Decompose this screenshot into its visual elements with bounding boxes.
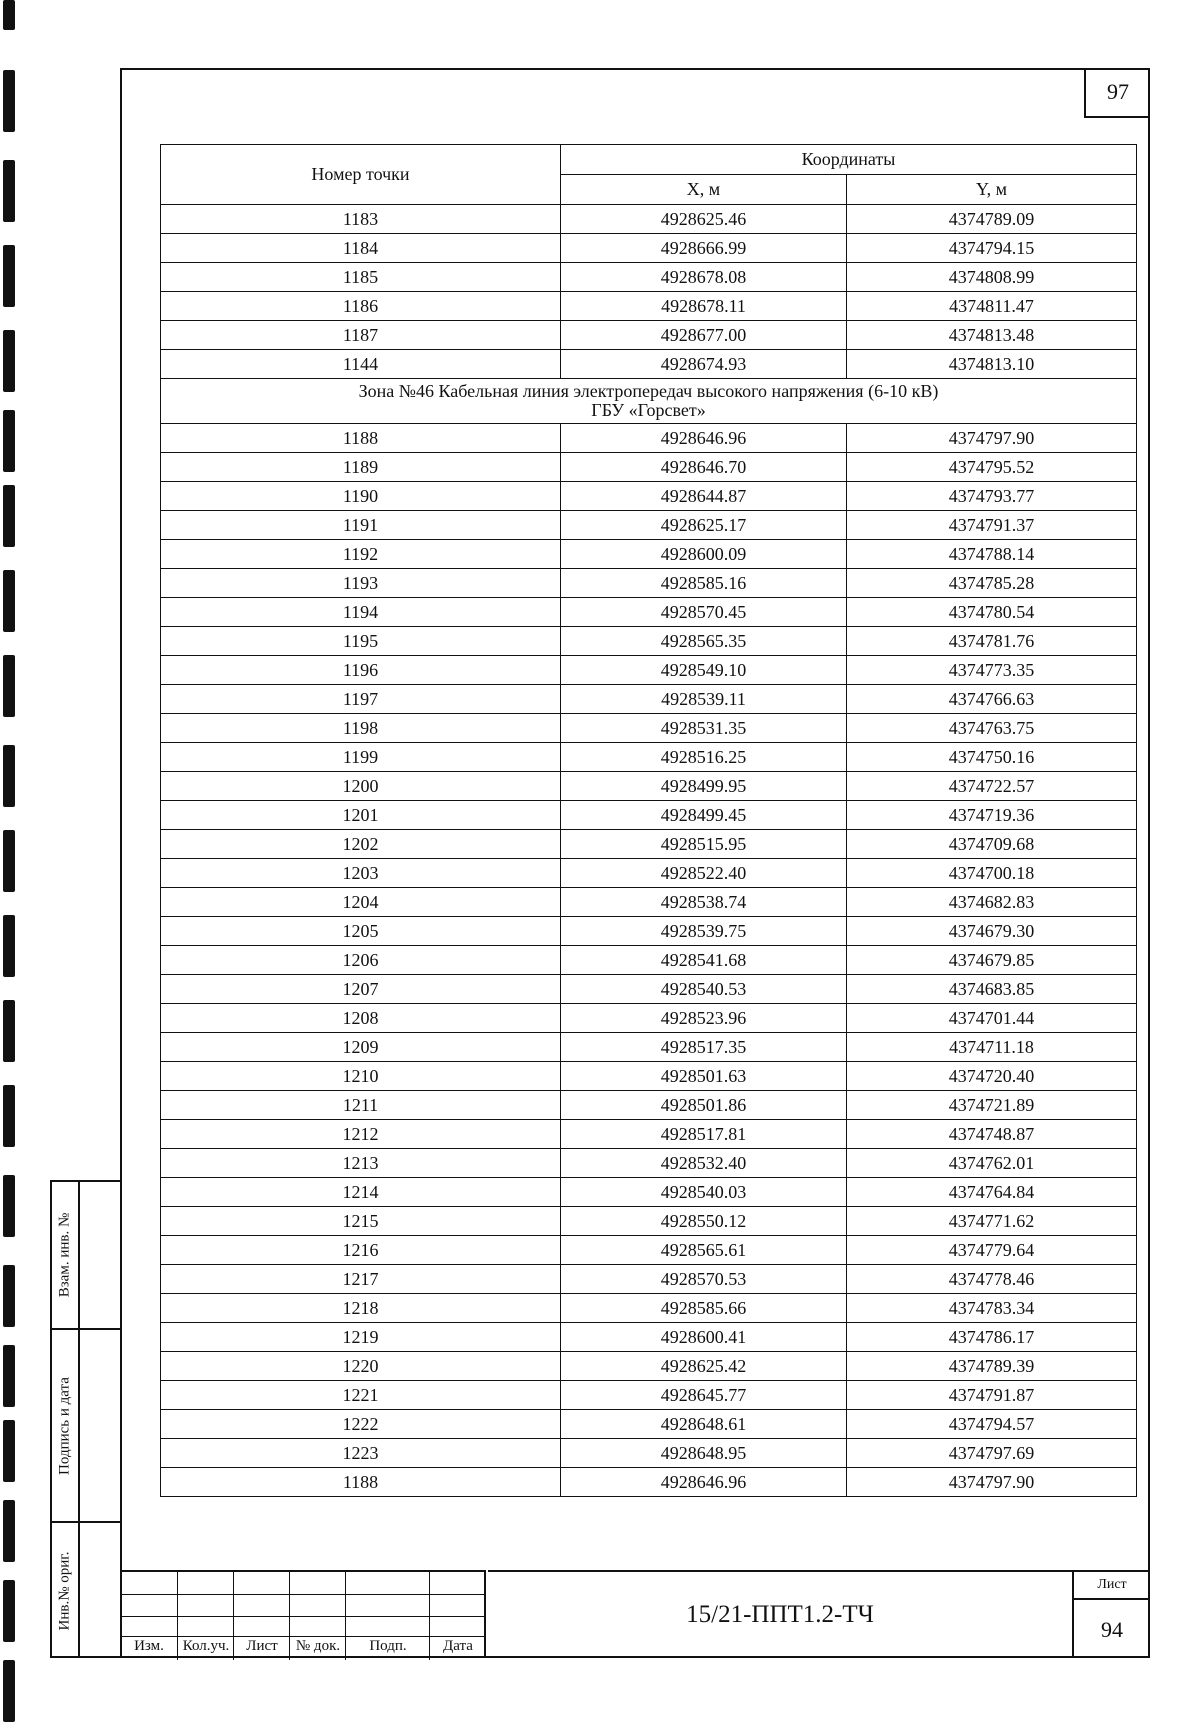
table-row xyxy=(161,321,1137,350)
cell-point: 1144 xyxy=(161,350,561,379)
binding-marks xyxy=(0,0,22,1711)
side-label-inv: Инв.№ ориг. xyxy=(56,1551,73,1630)
cell-point: 1214 xyxy=(161,1178,561,1207)
binding-mark xyxy=(3,655,15,717)
table-row xyxy=(161,1062,1137,1091)
cell-point: 1206 xyxy=(161,946,561,975)
stamp-podp: Подп. xyxy=(369,1638,407,1654)
binding-mark xyxy=(3,1085,15,1147)
cell-point: 1188 xyxy=(161,1468,561,1497)
cell-y: 4374783.34 xyxy=(847,1294,1137,1323)
table-row xyxy=(161,888,1137,917)
cell-point: 1217 xyxy=(161,1265,561,1294)
cell-y: 4374709.68 xyxy=(847,830,1137,859)
binding-mark xyxy=(3,1660,15,1722)
stamp-list: Лист xyxy=(246,1638,278,1654)
title-block-grid xyxy=(120,1570,486,1658)
cell-x: 4928565.35 xyxy=(561,627,847,656)
table-row xyxy=(161,1381,1137,1410)
zone-title xyxy=(161,379,1137,424)
cell-y: 4374700.18 xyxy=(847,859,1137,888)
cell-x: 4928499.95 xyxy=(561,772,847,801)
table-row xyxy=(161,1294,1137,1323)
table-row xyxy=(161,569,1137,598)
cell-point: 1219 xyxy=(161,1323,561,1352)
table-row xyxy=(161,975,1137,1004)
cell-y: 4374797.90 xyxy=(847,424,1137,453)
zone-title-line2: ГБУ «Горсвет» xyxy=(591,400,706,420)
cell-point: 1202 xyxy=(161,830,561,859)
cell-point: 1211 xyxy=(161,1091,561,1120)
cell-x: 4928646.70 xyxy=(561,453,847,482)
cell-point: 1201 xyxy=(161,801,561,830)
cell-x: 4928538.74 xyxy=(561,888,847,917)
table-row xyxy=(161,482,1137,511)
sheet-number: 94 xyxy=(1101,1617,1123,1642)
cell-y: 4374795.52 xyxy=(847,453,1137,482)
table-row xyxy=(161,656,1137,685)
cell-x: 4928549.10 xyxy=(561,656,847,685)
cell-x: 4928540.53 xyxy=(561,975,847,1004)
cell-y: 4374771.62 xyxy=(847,1207,1137,1236)
cell-x: 4928625.46 xyxy=(561,205,847,234)
cell-x: 4928501.86 xyxy=(561,1091,847,1120)
side-label-podpis: Подпись и дата xyxy=(56,1376,73,1475)
table-row xyxy=(161,263,1137,292)
cell-point: 1183 xyxy=(161,205,561,234)
cell-x: 4928517.35 xyxy=(561,1033,847,1062)
cell-x: 4928565.61 xyxy=(561,1236,847,1265)
binding-mark xyxy=(3,1265,15,1327)
table-row xyxy=(161,1004,1137,1033)
cell-point: 1216 xyxy=(161,1236,561,1265)
cell-y: 4374789.09 xyxy=(847,205,1137,234)
cell-y: 4374679.85 xyxy=(847,946,1137,975)
table-row xyxy=(161,1468,1137,1497)
binding-mark xyxy=(3,1000,15,1062)
cell-point: 1189 xyxy=(161,453,561,482)
cell-point: 1187 xyxy=(161,321,561,350)
cell-x: 4928625.17 xyxy=(561,511,847,540)
cell-point: 1213 xyxy=(161,1149,561,1178)
cell-point: 1193 xyxy=(161,569,561,598)
cell-x: 4928648.61 xyxy=(561,1410,847,1439)
binding-mark xyxy=(3,1345,15,1407)
table-row xyxy=(161,453,1137,482)
cell-y: 4374762.01 xyxy=(847,1149,1137,1178)
cell-x: 4928600.09 xyxy=(561,540,847,569)
cell-point: 1197 xyxy=(161,685,561,714)
binding-mark xyxy=(3,570,15,632)
table-row xyxy=(161,292,1137,321)
table-row xyxy=(161,1033,1137,1062)
table-row xyxy=(161,627,1137,656)
cell-y: 4374808.99 xyxy=(847,263,1137,292)
top-page-number: 97 xyxy=(1084,68,1150,118)
table-row xyxy=(161,685,1137,714)
cell-x: 4928677.00 xyxy=(561,321,847,350)
cell-x: 4928645.77 xyxy=(561,1381,847,1410)
side-stamp xyxy=(50,1180,120,1658)
table-row xyxy=(161,743,1137,772)
document-code: 15/21-ППТ1.2-ТЧ xyxy=(488,1570,1072,1658)
table-row xyxy=(161,830,1137,859)
side-cell-podpis xyxy=(52,1330,120,1523)
side-cell-inv xyxy=(52,1523,120,1658)
cell-point: 1196 xyxy=(161,656,561,685)
header-y: Y, м xyxy=(847,175,1137,205)
zone-title-line1: Зона №46 Кабельная линия электропередач высокого напряжения (6-10 кВ) xyxy=(358,381,939,401)
header-coordinates: Координаты xyxy=(561,145,1137,175)
cell-x: 4928644.87 xyxy=(561,482,847,511)
cell-x: 4928674.93 xyxy=(561,350,847,379)
table-body-a xyxy=(161,205,1137,379)
cell-x: 4928540.03 xyxy=(561,1178,847,1207)
cell-y: 4374750.16 xyxy=(847,743,1137,772)
table-row xyxy=(161,1410,1137,1439)
table-row xyxy=(161,859,1137,888)
sheet-box xyxy=(1072,1570,1150,1658)
cell-x: 4928625.42 xyxy=(561,1352,847,1381)
cell-point: 1222 xyxy=(161,1410,561,1439)
table-row xyxy=(161,772,1137,801)
cell-y: 4374788.14 xyxy=(847,540,1137,569)
cell-point: 1215 xyxy=(161,1207,561,1236)
table-row xyxy=(161,1178,1137,1207)
binding-mark xyxy=(3,1420,15,1482)
binding-mark xyxy=(3,830,15,892)
cell-y: 4374766.63 xyxy=(847,685,1137,714)
cell-point: 1223 xyxy=(161,1439,561,1468)
cell-point: 1212 xyxy=(161,1120,561,1149)
cell-y: 4374786.17 xyxy=(847,1323,1137,1352)
cell-y: 4374748.87 xyxy=(847,1120,1137,1149)
binding-mark xyxy=(3,1500,15,1562)
binding-mark xyxy=(3,245,15,307)
cell-x: 4928570.53 xyxy=(561,1265,847,1294)
table-row xyxy=(161,205,1137,234)
table-row xyxy=(161,1439,1137,1468)
cell-y: 4374722.57 xyxy=(847,772,1137,801)
table-row xyxy=(161,424,1137,453)
cell-point: 1205 xyxy=(161,917,561,946)
cell-y: 4374773.35 xyxy=(847,656,1137,685)
cell-x: 4928646.96 xyxy=(561,424,847,453)
table-row xyxy=(161,350,1137,379)
table-row xyxy=(161,1120,1137,1149)
cell-x: 4928501.63 xyxy=(561,1062,847,1091)
cell-x: 4928532.40 xyxy=(561,1149,847,1178)
cell-point: 1192 xyxy=(161,540,561,569)
binding-mark xyxy=(3,0,15,30)
binding-mark xyxy=(3,70,15,132)
table-row xyxy=(161,1236,1137,1265)
cell-x: 4928550.12 xyxy=(561,1207,847,1236)
cell-x: 4928666.99 xyxy=(561,234,847,263)
cell-point: 1186 xyxy=(161,292,561,321)
cell-y: 4374780.54 xyxy=(847,598,1137,627)
cell-point: 1218 xyxy=(161,1294,561,1323)
binding-mark xyxy=(3,915,15,977)
cell-point: 1204 xyxy=(161,888,561,917)
cell-y: 4374682.83 xyxy=(847,888,1137,917)
table-body-b xyxy=(161,424,1137,1497)
binding-mark xyxy=(3,485,15,547)
cell-y: 4374813.10 xyxy=(847,350,1137,379)
cell-y: 4374763.75 xyxy=(847,714,1137,743)
cell-point: 1220 xyxy=(161,1352,561,1381)
table-row xyxy=(161,1323,1137,1352)
cell-x: 4928541.68 xyxy=(561,946,847,975)
header-x: X, м xyxy=(561,175,847,205)
table-row xyxy=(161,598,1137,627)
cell-x: 4928585.66 xyxy=(561,1294,847,1323)
table-row xyxy=(161,1207,1137,1236)
table-row xyxy=(161,234,1137,263)
table-row xyxy=(161,1091,1137,1120)
binding-mark xyxy=(3,1580,15,1642)
cell-y: 4374721.89 xyxy=(847,1091,1137,1120)
cell-y: 4374720.40 xyxy=(847,1062,1137,1091)
cell-point: 1195 xyxy=(161,627,561,656)
cell-x: 4928517.81 xyxy=(561,1120,847,1149)
cell-x: 4928539.75 xyxy=(561,917,847,946)
cell-point: 1200 xyxy=(161,772,561,801)
binding-mark xyxy=(3,410,15,472)
stamp-ndok: № док. xyxy=(295,1638,341,1654)
cell-y: 4374813.48 xyxy=(847,321,1137,350)
cell-y: 4374683.85 xyxy=(847,975,1137,1004)
cell-point: 1208 xyxy=(161,1004,561,1033)
header-point-number: Номер точки xyxy=(161,145,561,205)
cell-x: 4928531.35 xyxy=(561,714,847,743)
table-row xyxy=(161,511,1137,540)
cell-x: 4928499.45 xyxy=(561,801,847,830)
cell-y: 4374779.64 xyxy=(847,1236,1137,1265)
cell-y: 4374791.37 xyxy=(847,511,1137,540)
cell-point: 1191 xyxy=(161,511,561,540)
binding-mark xyxy=(3,745,15,807)
cell-point: 1184 xyxy=(161,234,561,263)
table-row xyxy=(161,1352,1137,1381)
cell-point: 1210 xyxy=(161,1062,561,1091)
cell-point: 1203 xyxy=(161,859,561,888)
cell-x: 4928539.11 xyxy=(561,685,847,714)
cell-y: 4374793.77 xyxy=(847,482,1137,511)
side-label-vzam: Взам. инв. № xyxy=(56,1212,73,1298)
cell-y: 4374711.18 xyxy=(847,1033,1137,1062)
cell-point: 1188 xyxy=(161,424,561,453)
cell-x: 4928570.45 xyxy=(561,598,847,627)
zone-header-row xyxy=(161,379,1137,424)
coordinates-table xyxy=(160,144,1137,1497)
stamp-izm: Изм. xyxy=(134,1638,164,1654)
table-row xyxy=(161,1265,1137,1294)
cell-y: 4374794.15 xyxy=(847,234,1137,263)
stamp-data: Дата xyxy=(443,1638,473,1654)
cell-y: 4374811.47 xyxy=(847,292,1137,321)
binding-mark xyxy=(3,160,15,222)
cell-x: 4928515.95 xyxy=(561,830,847,859)
cell-x: 4928648.95 xyxy=(561,1439,847,1468)
table-row xyxy=(161,540,1137,569)
title-block xyxy=(120,1570,1150,1658)
cell-y: 4374701.44 xyxy=(847,1004,1137,1033)
table-row xyxy=(161,801,1137,830)
cell-point: 1185 xyxy=(161,263,561,292)
cell-point: 1207 xyxy=(161,975,561,1004)
table-row xyxy=(161,1149,1137,1178)
cell-y: 4374791.87 xyxy=(847,1381,1137,1410)
cell-x: 4928600.41 xyxy=(561,1323,847,1352)
cell-point: 1198 xyxy=(161,714,561,743)
cell-y: 4374785.28 xyxy=(847,569,1137,598)
table-row xyxy=(161,946,1137,975)
cell-point: 1221 xyxy=(161,1381,561,1410)
table-row xyxy=(161,917,1137,946)
stamp-kol: Кол.уч. xyxy=(182,1638,230,1654)
cell-y: 4374781.76 xyxy=(847,627,1137,656)
cell-point: 1209 xyxy=(161,1033,561,1062)
cell-y: 4374797.90 xyxy=(847,1468,1137,1497)
binding-mark xyxy=(3,1175,15,1237)
cell-y: 4374679.30 xyxy=(847,917,1137,946)
cell-point: 1199 xyxy=(161,743,561,772)
cell-y: 4374778.46 xyxy=(847,1265,1137,1294)
cell-y: 4374794.57 xyxy=(847,1410,1137,1439)
binding-mark xyxy=(3,330,15,392)
cell-x: 4928585.16 xyxy=(561,569,847,598)
cell-x: 4928678.08 xyxy=(561,263,847,292)
side-cell-vzam xyxy=(52,1182,120,1330)
cell-point: 1194 xyxy=(161,598,561,627)
cell-x: 4928522.40 xyxy=(561,859,847,888)
cell-x: 4928646.96 xyxy=(561,1468,847,1497)
cell-x: 4928516.25 xyxy=(561,743,847,772)
table-row xyxy=(161,714,1137,743)
cell-y: 4374797.69 xyxy=(847,1439,1137,1468)
cell-y: 4374764.84 xyxy=(847,1178,1137,1207)
cell-y: 4374719.36 xyxy=(847,801,1137,830)
cell-x: 4928678.11 xyxy=(561,292,847,321)
cell-point: 1190 xyxy=(161,482,561,511)
cell-x: 4928523.96 xyxy=(561,1004,847,1033)
cell-y: 4374789.39 xyxy=(847,1352,1137,1381)
sheet-label: Лист xyxy=(1074,1572,1150,1600)
